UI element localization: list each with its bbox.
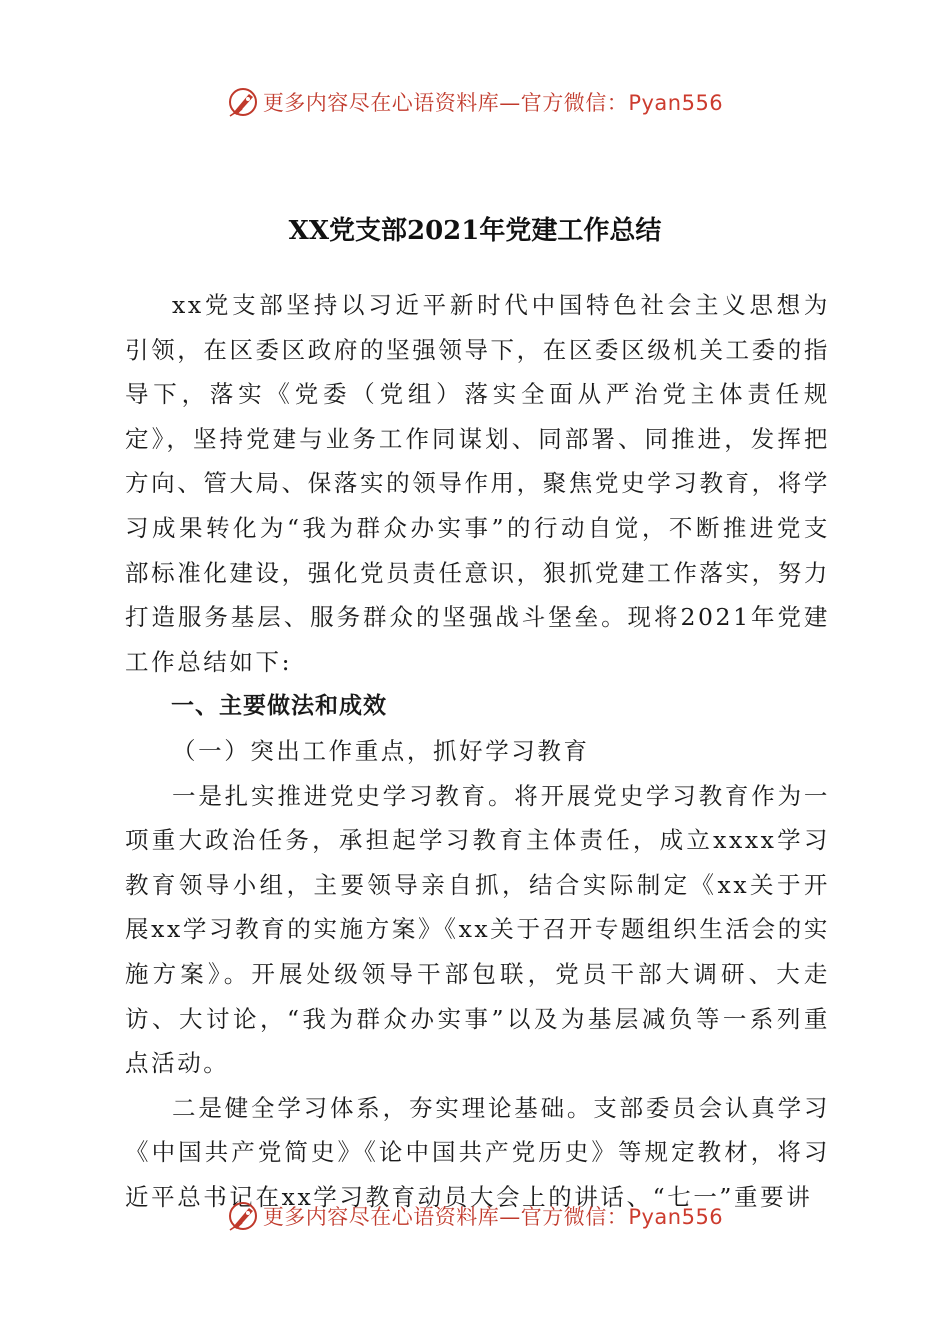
subsection-heading-1: （一）突出工作重点，抓好学习教育: [172, 736, 590, 765]
body-paragraph-2: 二是健全学习体系，夯实理论基础。支部委员会认真学习《中国共产党简史》《论中国共产党历史》等规定教材，将习近平总书记在xx学习教育动员大会上的讲话、“七一”重要讲: [125, 1093, 830, 1211]
pen-nib-circle-icon: [227, 1199, 261, 1233]
body-paragraph-1: 一是扎实推进党史学习教育。将开展党史学习教育作为一项重大政治任务，承担起学习教育主体责任，成立xxxx学习教育领导小组，主要领导亲自抓，结合实际制定《xx关于开展xx学习教育的实施方案》《xx关于召开专题组织生活会的实施方案》。开展处级领导干部包联，党员干部大调研、大走访、大讨论，“我为群众办实事”以及为基层减负等一系列重点活动。: [125, 781, 830, 1078]
watermark-handle: Pyan556: [628, 1205, 724, 1229]
section-heading-1: 一、主要做法和成效: [171, 693, 387, 720]
watermark-label: 更多内容尽在心语资料库—官方微信：: [262, 91, 629, 115]
intro-paragraph: xx党支部坚持以习近平新时代中国特色社会主义思想为引领，在区委区政府的坚强领导下，在区委区级机关工委的指导下，落实《党委（党组）落实全面从严治党主体责任规定》，坚持党建与业务工作同谋划、同部署、同推进，发挥把方向、管大局、保落实的领导作用，聚焦党史学习教育，将学习成果转化为“我为群众办实事”的行动自觉，不断推进党支部标准化建设，强化党员责任意识，狠抓党建工作落实，努力打造服务基层、服务群众的坚强战斗堡垒。现将2021年党建工作总结如下:: [125, 291, 830, 676]
watermark-handle: Pyan556: [628, 91, 724, 115]
watermark-label: 更多内容尽在心语资料库—官方微信：: [262, 1205, 629, 1229]
watermark-banner-top: [0, 82, 950, 122]
watermark-text: [263, 87, 723, 117]
document-title: XX党支部2021年党建工作总结: [288, 216, 662, 246]
document-body: [125, 283, 830, 1219]
watermark-text: [263, 1201, 723, 1231]
pen-nib-circle-icon: [227, 85, 261, 119]
watermark-banner-bottom: [0, 1196, 950, 1236]
